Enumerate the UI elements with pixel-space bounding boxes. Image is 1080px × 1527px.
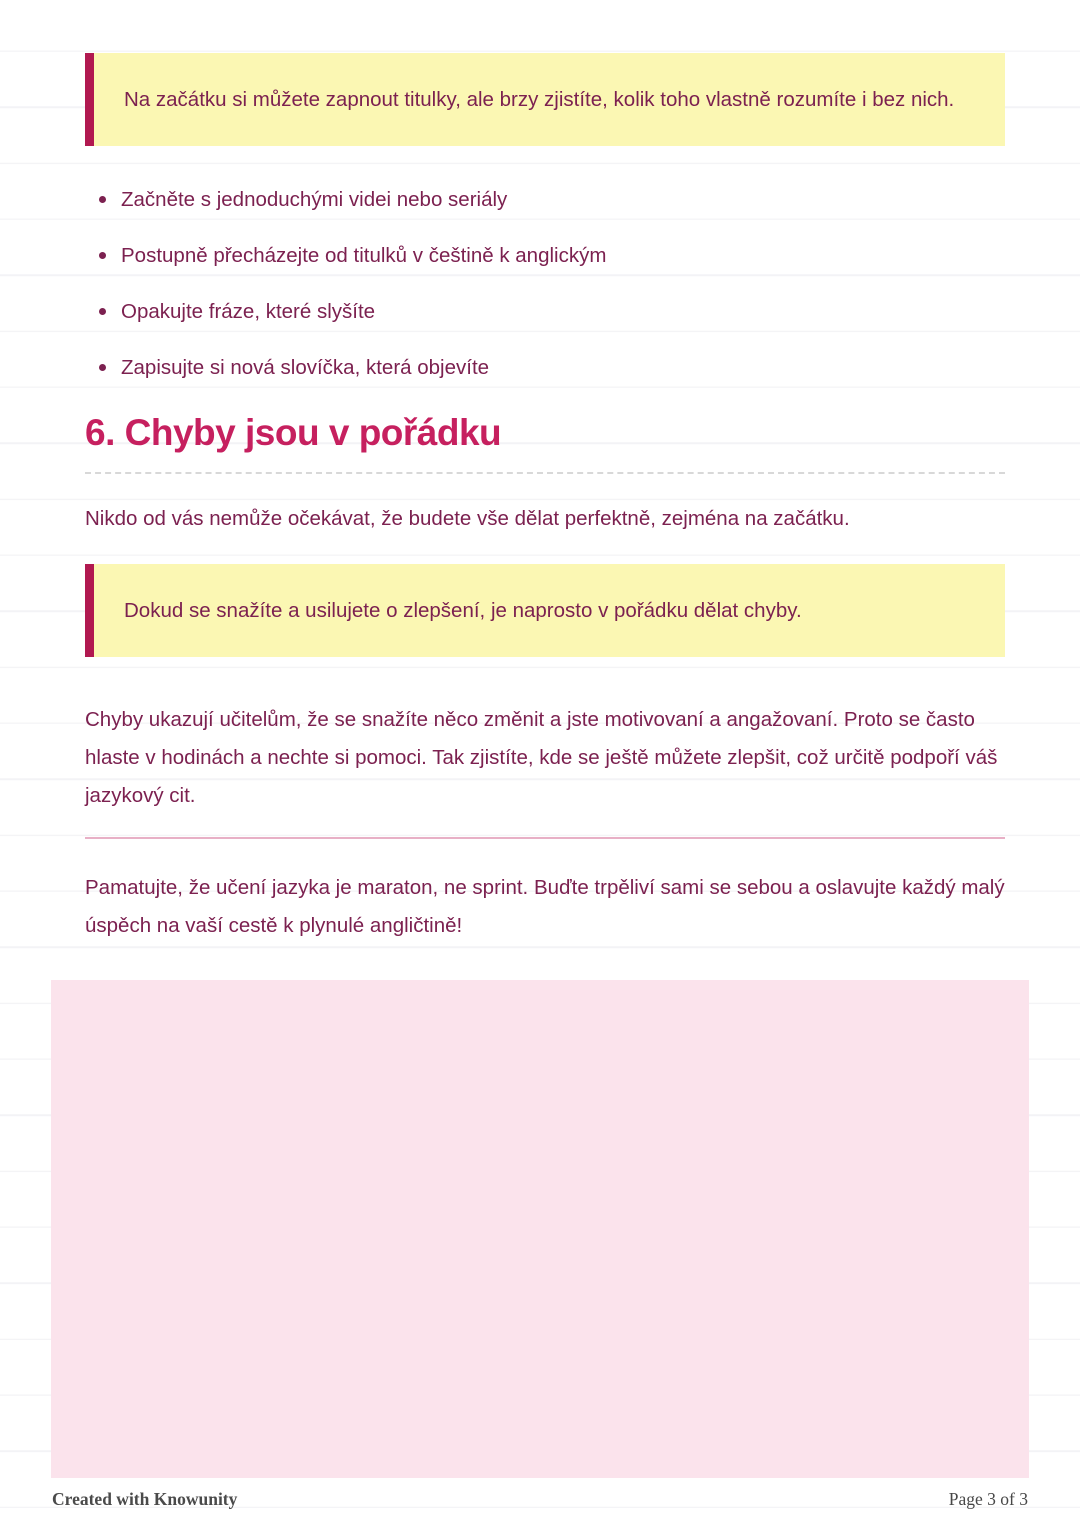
bullet-item-text: Postupně přecházejte od titulků v češtině k anglickým: [121, 244, 607, 267]
note-callout-mistakes: [85, 564, 1005, 657]
bullet-item: [99, 186, 1005, 214]
section-divider: [85, 837, 1005, 839]
note-callout-subtitles: [85, 53, 1005, 146]
bullet-marker-icon: [99, 252, 106, 259]
section-heading: 6. Chyby jsou v pořádku: [85, 410, 1005, 474]
page-content: [85, 53, 1005, 1478]
bullet-item-text: Opakujte fráze, které slyšíte: [121, 300, 376, 323]
paragraph: Chyby ukazují učitelům, že se snažíte něco změnit a jste motivovaní a angažovaní. Proto se často hlaste v hodinách a nechte si pomoci. Tak zjistíte, kde se ještě můžete zlepšit, což určitě podpoří váš jazykový cit.: [85, 708, 998, 807]
bullet-item: [99, 242, 1005, 270]
footer-branding: Created with Knowunity: [52, 1489, 238, 1509]
bullet-marker-icon: [99, 196, 106, 203]
bullet-item-text: Zapisujte si nová slovíčka, která objevíte: [121, 356, 490, 379]
page-number: Page 3 of 3: [948, 1489, 1028, 1509]
bullet-marker-icon: [99, 308, 106, 315]
paragraph: Pamatujte, že učení jazyka je maraton, ne sprint. Buďte trpěliví sami se sebou a oslavujte každý malý úspěch na vaší cestě k plynulé angličtině!: [85, 876, 1005, 937]
bullet-item: [99, 354, 1005, 382]
image-placeholder: [51, 980, 1029, 1478]
note-callout-text: Dokud se snažíte a usilujete o zlepšení, je naprosto v pořádku dělat chyby.: [124, 599, 802, 622]
bullet-item: [99, 298, 1005, 326]
bullet-item-text: Začněte s jednoduchými videi nebo seriály: [121, 188, 508, 211]
bullet-marker-icon: [99, 364, 106, 371]
page-footer: [52, 1489, 1028, 1510]
note-callout-text: Na začátku si můžete zapnout titulky, ale brzy zjistíte, kolik toho vlastně rozumíte i bez nich.: [124, 88, 955, 111]
paragraph: Nikdo od vás nemůže očekávat, že budete vše dělat perfektně, zejména na začátku.: [85, 507, 850, 530]
tips-bullet-list: [85, 146, 1005, 382]
